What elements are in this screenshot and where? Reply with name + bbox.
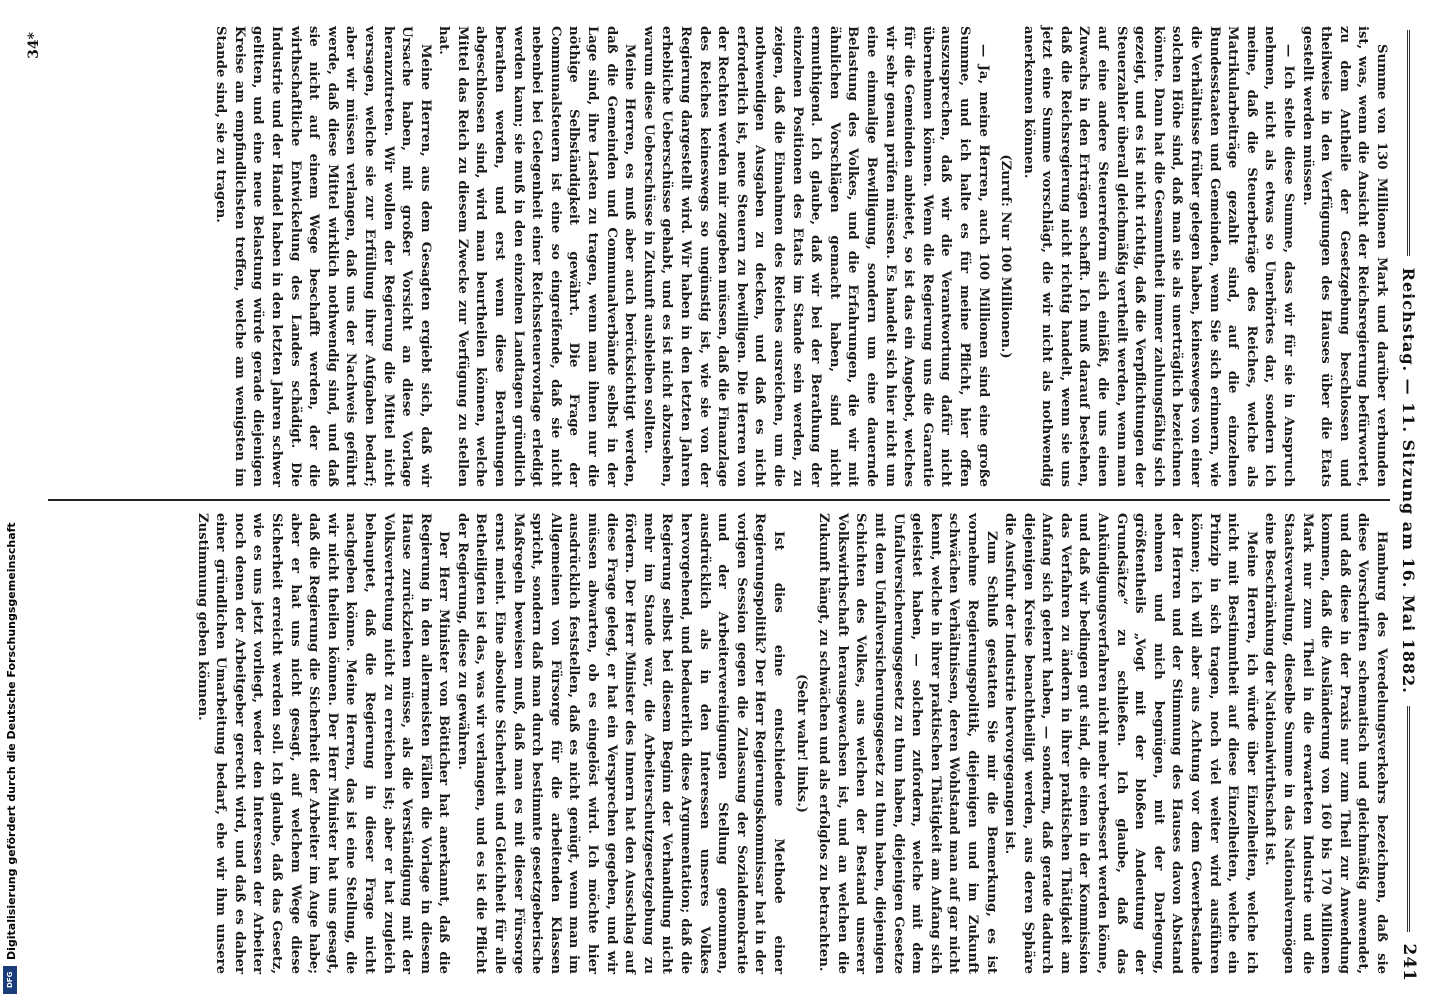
interjection-line: (Zuruf: Nur 100 Millionen.)	[998, 154, 1014, 359]
scanned-page	[24, 0, 1428, 1000]
header-title: Reichstag. — 11. Sitzung am 16. Mai 1882.	[1399, 267, 1419, 694]
body-paragraph: — Ja, meine Herren, auch 100 Millionen sind eine große Summe, und ich halte es für meine Pflicht, hier offen auszusprechen, daß wir die Verantwortung dafür nicht übernehmen können. Wenn die Regierung uns die Garantie für die Gemeinden anbietet, so ist das ein Angebot, welches wir sehr genau prüfen müssen. Es handelt sich hier nicht um eine einmalige Bewilligung, sondern um eine dauernde Belastung des Volkes, und die Erfahrungen, die wir mit ähnlichen Vorschlägen gemacht haben, sind nicht ermuthigend. Ich glaube, daß wir bei der Berathung der einzelnen Positionen des Etats im Stande sein werden, zu zeigen, daß die Einnahmen des Reiches ausreichen, um die nothwendigen Ausgaben zu decken, und daß es nicht erforderlich ist, neue Steuern zu bewilligen. Die Herren von der Rechten werden mir zugeben müssen, daß die Finanzlage des Reiches keineswegs so ungünstig ist, wie sie von der Regierung dargestellt wird. Wir haben in den letzten Jahren erhebliche Ueberschüsse gehabt, und es ist nicht abzusehen, warum diese Ueberschüsse in Zukunft ausbleiben sollten.	[640, 26, 991, 487]
column-divider	[48, 499, 1390, 501]
body-paragraph: Ist dies eine entschiedene Methode einer Regierungspolitik? Der Herr Regierungskommissar hat in der vorigen Session gegen die Zulassung der Sozialdemokratie und der Arbeitervereinigungen Stellung genommen, ausdrücklich als in den Interessen unseres Volkes hervorgehend, und bedauerlich diese Argumentation; daß die Regierung selbst bei diesem Beginn der Verhandlung nicht mehr im Stande war, die Arbeiterschutzgesetzgebung zu fördern. Der Herr Minister des Innern hat den Ausschlag auf diese Frage gelegt, er hat ein Versprechen gegeben, und wir müssen abwarten, ob es eingelöst wird. Ich möchte hier ausdrücklich feststellen, daß es nicht genügt, wenn man im Allgemeinen von Fürsorge für die arbeitenden Klassen spricht, sondern daß man durch bestimmte gesetzgeberische Maßregeln beweisen muß, daß man es mit dieser Fürsorge ernst meint. Eine absolute Sicherheit und Gleichheit für alle Betheiligten ist das, was wir verlangen, und es ist die Pflicht der Regierung, diese zu gewähren.	[454, 513, 786, 974]
body-paragraph: Meine Herren, aus dem Gesagten ergiebt sich, daß wir Ursache haben, mit großer Vorsicht an diese Vorlage heranzutreten. Wir wollen der Regierung die Mittel nicht versagen, welche sie zur Erfüllung ihrer Aufgaben bedarf; aber wir müssen verlangen, daß uns der Nachweis geführt werde, daß diese Mittel wirklich nothwendig sind, und daß sie nicht auf einem Wege beschafft werden, der die wirthschaftliche Entwickelung des Landes schädigt. Die Industrie und der Handel haben in den letzten Jahren schwer gelitten, und eine neue Belastung würde gerade diejenigen Kreise am empfindlichsten treffen, welche am wenigsten im Stande sind, sie zu tragen.	[213, 26, 433, 487]
scanned-page-frame	[24, 0, 1428, 1000]
left-text-column	[48, 16, 1390, 497]
body-paragraph: — Ich stelle diese Summe, dass wir für sie in Anspruch nehmen, nicht als etwas so Unerhörtes dar, sondern ich meine, daß die Steuerbeträge des Reiches, welche als Matrikularbeiträge gezahlt sind, auf die einzelnen Bundesstaaten und Gemeinden, wenn Sie sich erinnern, wie die Verhältnisse früher gelegen haben, keinesweges von einer solchen Höhe sind, daß man sie als unerträglich bezeichnen könnte. Dann hat die Gesammtheit immer zahlungsfähig sich gezeigt, und es ist nicht richtig, daß die Verpflichtungen der Steuerzahler überall gleichmäßig vertheilt werden, wenn man auf eine andere Steuerreform sich einläßt, die uns einen Zuwachs in den Erträgen schafft. Ich muß darauf bestehen, daß die Reichsregierung nicht richtig handelt, wenn sie uns jetzt eine Summe vorschlägt, die wir nicht als nothwendig anerkennen können.	[1020, 26, 1297, 487]
page-number: 241	[1399, 943, 1419, 983]
body-paragraph: Zum Schluß gestatten Sie mir die Bemerkung, es ist vornehme Regierungspolitik, diejenigen und im Zukunft schwächen Verhältnissen, deren Wohlstand man auf gar nicht kennt, welche in ihrer praktischen Thätigkeit am Anfang sich geleistet haben, — solchen zufordern, welche mit dem Unfallversicherungsgesetz zu thun haben, diejenigen Gesetze mit dem Unfallversicherungsgesetz zu thun haben, diejenigen Schichten des Volkes, aus welchen der Bestand unserer Volkswirthschaft herausgewachsen ist, und an welchen die Zukunft hängt, zu schwächen und als erfolglos zu betrachten.	[816, 513, 999, 974]
digitization-credit-strip	[0, 0, 22, 1000]
dfg-logo-icon: DFG	[3, 966, 17, 994]
body-paragraph: Der Herr Minister von Bötticher hat anerkannt, daß die Regierung in den allermeisten Fällen die Vorlage in diesem Hause zurückziehen müsse, als die Verständigung mit der Volksvertretung nicht zu erreichen ist; aber er hat zugleich behauptet, daß die Regierung in dieser Frage nicht nachgeben könne. Meine Herren, das ist eine Stellung, die wir nicht theilen können. Der Herr Minister hat uns gesagt, daß die Regierung die Sicherheit der Arbeiter im Auge habe; aber er hat uns nicht gesagt, auf welchem Wege diese Sicherheit erreicht werden soll. Ich glaube, daß das Gesetz, wie es uns jetzt vorliegt, weder den Interessen der Arbeiter noch denen der Arbeitgeber gerecht wird, und daß es daher einer gründlichen Umarbeitung bedarf, ehe wir ihm unsere Zustimmung geben können.	[194, 513, 452, 974]
right-text-column	[48, 503, 1390, 984]
digitization-credit-text: Digitalisierung gefördert durch die Deutsche Forschungsgemeinschaft	[5, 522, 18, 960]
body-paragraph: Meine Herren, ich würde über Einzelheiten, welche ich nicht mit Bestimmtheit auf diese Einzelheiten, welche ein Prinzip in sich tragen, noch viel weiter wird ausführen können; ich will aber aus Achtung vor dem Gewerbestande der Herren und der Stimmung des Hauses davon Abstand nehmen und mich begnügen, mit der Darlegung, größtentheils „Vogt mit der bloßen Andeutung der Grundsätze“ zu schließen. Ich glaube, daß das Ankündigungsverfahren nicht mehr verbessert werden könne, und daß wir bedingen gut sind, die einen in der Kommission das Verfahren zu ändern in ihrer praktischen Thätigkeit am Anfang sich gelernt haben, — sonderm, daß gerade dadurch diejenigen Kreise benachtheiligt werden, aus deren Sphäre die Ausfuhr der Industrie hervorgegangen ist.	[1002, 513, 1259, 974]
interjection-line: (Sehr wahr! links.)	[793, 673, 809, 814]
signature-mark: 34*	[26, 32, 42, 59]
body-paragraph: Meine Herren, es muß aber auch berücksichtigt werden, daß die Gemeinden und Communalverbände selbst in der Lage sind, ihre Lasten zu tragen, wenn man ihnen nur die nöthige Selbständigkeit gewährt. Die Frage der Communalsteuern ist eine so eingreifende, daß sie nicht nebenbei bei Gelegenheit einer Reichssteuervorlage erledigt werden kann; sie muß in den einzelnen Landtagen gründlich berathen werden, und erst wenn diese Berathungen abgeschlossen sind, wird man beurtheilen können, welche Mittel das Reich zu diesem Zwecke zur Verfügung zu stellen hat.	[436, 26, 638, 487]
header-rule-right	[1408, 706, 1411, 932]
body-paragraph: Summe von 130 Millionen Mark und darüber verbunden ist, was, wenn die Ansicht der Reichsregierung befürwortet, zu dem Antheile der Gesetzgebung beschlossen und theilweise in den Verfügungen des Hauses über die Etats gestellt werden müssen.	[1299, 26, 1389, 487]
text-columns	[48, 16, 1390, 984]
body-paragraph: Hamburg des Veredelungsverkehrs bezeichnen, daß sie diese Vorschriften schematisch und gleichmäßig anwendet, und daß diese in der Praxis nur zum Theil zur Anwendung kommen, daß die Ausländerung von 160 bis 170 Millionen Mark nur zum Theil in die erwarteten Industrie und die Staatsverwaltung, dieselbe Summe in das Nationalvermögen eine Beschränkung der Nationalwirthschaft ist.	[1262, 513, 1389, 974]
running-head	[1398, 18, 1420, 982]
header-rule-left	[1408, 30, 1411, 256]
